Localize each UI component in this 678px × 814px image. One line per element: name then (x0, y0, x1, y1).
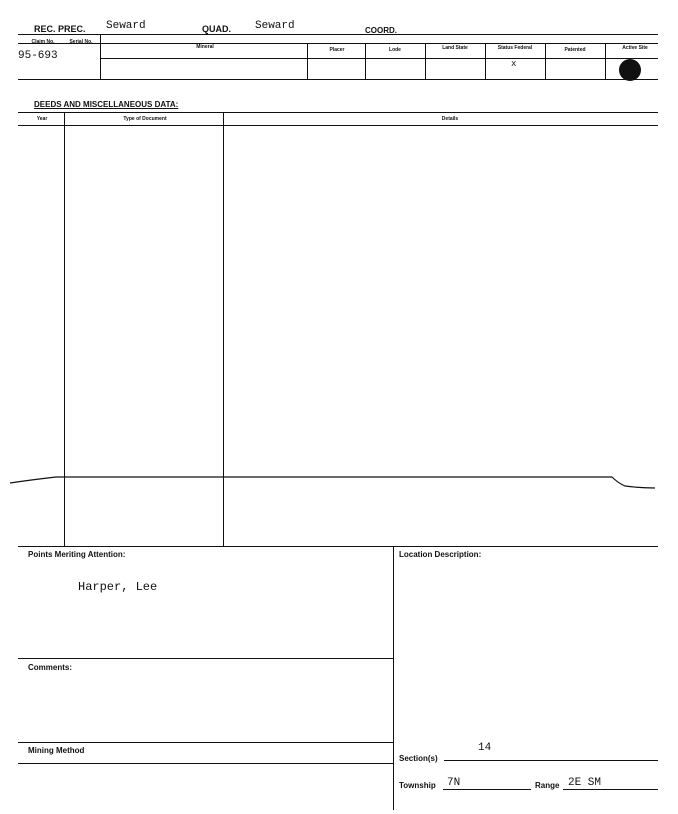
claims-table-mid-rule (100, 58, 658, 59)
range-value[interactable]: 2E SM (568, 777, 602, 789)
deeds-bottom-rule (18, 546, 658, 547)
section-value[interactable]: 14 (478, 742, 492, 754)
rec-prec-value[interactable]: Seward (106, 20, 146, 32)
col-land-state: Land State (442, 45, 468, 51)
section-underline (444, 760, 658, 761)
mining-method-bottom-rule (18, 763, 393, 764)
deeds-curved-divider (0, 470, 678, 500)
col-year: Year (36, 116, 48, 122)
col-lode: Lode (389, 47, 401, 53)
comments-label: Comments: (28, 663, 73, 672)
col-mineral: Mineral (196, 44, 214, 50)
col-details: Details (441, 116, 459, 122)
col-patented: Patented (564, 47, 586, 53)
bottom-col-divider (393, 546, 394, 810)
col-active-site: Active Site (622, 45, 648, 51)
quad-value[interactable]: Seward (255, 20, 295, 32)
points-value[interactable]: Harper, Lee (78, 580, 158, 594)
claims-col-divider (485, 43, 486, 79)
deeds-heading: DEEDS AND MISCELLANEOUS DATA: (34, 100, 179, 109)
township-label: Township (399, 781, 436, 790)
range-underline (563, 789, 658, 790)
col-type-of-document: Type of Document (123, 116, 167, 122)
claims-col-divider (100, 34, 101, 79)
township-value[interactable]: 7N (447, 777, 461, 789)
claims-col-divider (307, 43, 308, 79)
mining-method-top-rule (18, 742, 393, 743)
coord-label: COORD. (365, 26, 397, 35)
claims-table-bottom-rule (18, 79, 658, 80)
claims-table-top-rule (18, 34, 658, 35)
claims-table-header-rule (18, 43, 658, 44)
claims-col-divider (605, 43, 606, 79)
range-label: Range (535, 781, 560, 790)
township-underline (443, 789, 531, 790)
claims-col-divider (425, 43, 426, 79)
hole-punch (619, 59, 641, 81)
claim-no-value[interactable]: 95-693 (18, 50, 58, 62)
mining-method-label: Mining Method (28, 746, 85, 755)
points-label: Points Meriting Attention: (28, 550, 126, 559)
col-status-federal: Status Federal (497, 45, 533, 51)
claims-col-divider (545, 43, 546, 79)
rec-prec-label: REC. PREC. (34, 24, 86, 34)
deeds-top-rule (18, 112, 658, 113)
comments-top-rule (18, 658, 393, 659)
claims-col-divider (365, 43, 366, 79)
col-placer: Placer (329, 47, 345, 53)
location-label: Location Description: (399, 550, 482, 559)
col-serial-no: Serial No. (69, 39, 93, 45)
section-label: Section(s) (399, 754, 438, 763)
col-claim-no: Claim No. (31, 39, 55, 45)
status-federal-mark[interactable]: x (511, 59, 517, 69)
quad-label: QUAD. (202, 24, 231, 34)
deeds-header-rule (18, 125, 658, 126)
